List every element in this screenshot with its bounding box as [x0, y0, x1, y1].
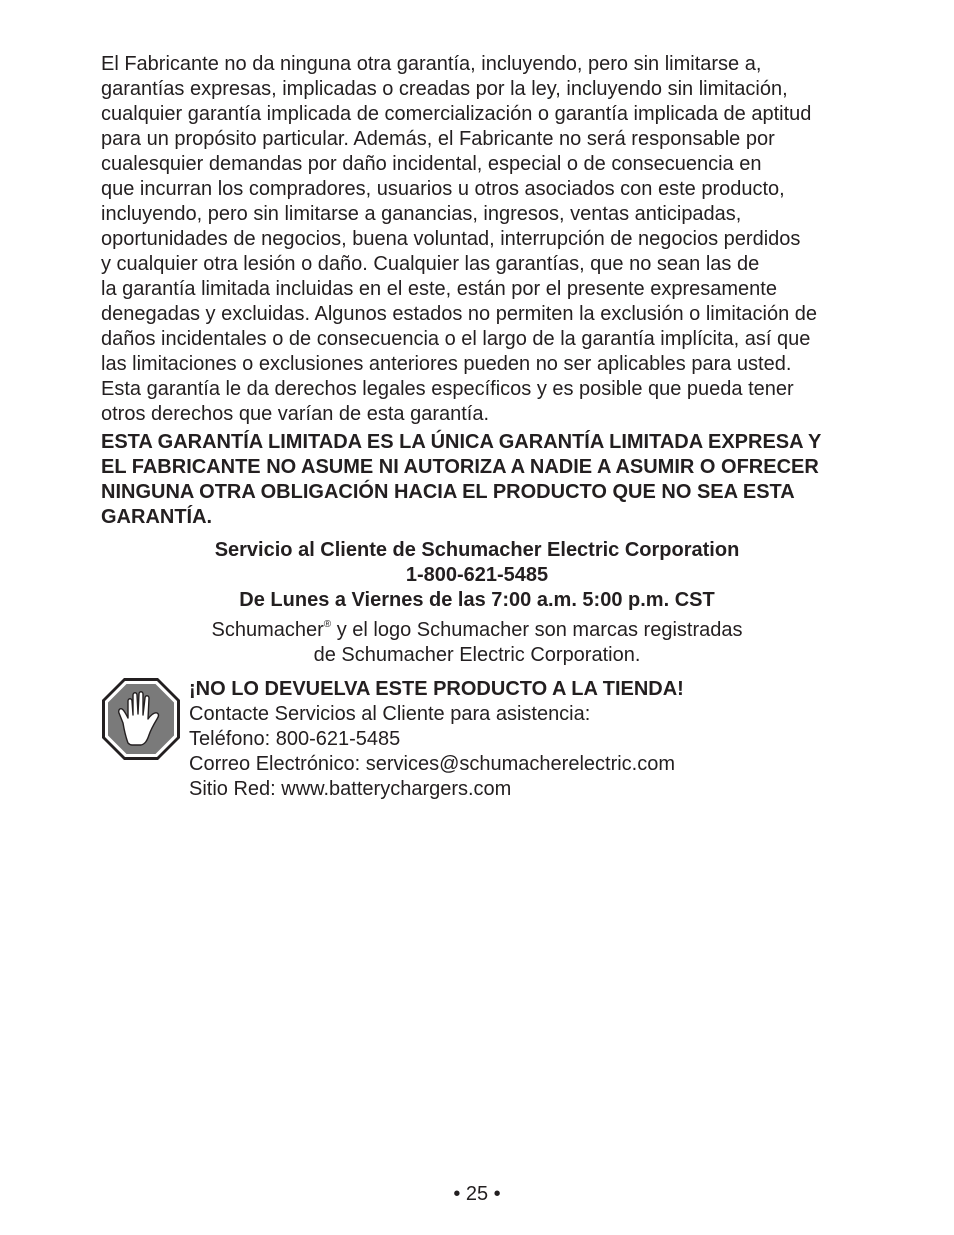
- stop-hand-icon: [101, 677, 181, 761]
- statement-line: EL FABRICANTE NO ASUME NI AUTORIZA A NADIE A ASUMIR O OFRECER: [101, 456, 819, 478]
- notice-phone: Teléfono: 800-621-5485: [189, 728, 401, 750]
- limited-warranty-statement: [101, 430, 901, 530]
- paragraph-line: cualquier garantía implicada de comercialización o garantía implicada de aptitud: [101, 103, 812, 125]
- trademark-line-1: [101, 618, 853, 643]
- notice-heading: ¡NO LO DEVUELVA ESTE PRODUCTO A LA TIENDA!: [189, 678, 684, 700]
- paragraph-line: daños incidentales o de consecuencia o el largo de la garantía implícita, así que: [101, 328, 811, 350]
- paragraph-line: las limitaciones o exclusiones anteriores pueden no ser aplicables para usted.: [101, 353, 792, 375]
- customer-service-title: Servicio al Cliente de Schumacher Electric Corporation: [214, 539, 740, 561]
- warranty-paragraph: [101, 52, 901, 427]
- paragraph-line: otros derechos que varían de esta garantía.: [101, 403, 490, 425]
- paragraph-line: y cualquier otra lesión o daño. Cualquier las garantías, que no sean las de: [101, 253, 760, 275]
- registered-mark: ®: [323, 619, 332, 630]
- statement-line: ESTA GARANTÍA LIMITADA ES LA ÚNICA GARANTÍA LIMITADA EXPRESA Y: [101, 431, 822, 453]
- customer-service-hours: De Lunes a Viernes de las 7:00 a.m. 5:00 p.m. CST: [239, 589, 715, 611]
- customer-service-phone: 1-800-621-5485: [405, 564, 549, 586]
- notice-text: [189, 677, 684, 802]
- notice-website: Sitio Red: www.batterychargers.com: [189, 778, 512, 800]
- paragraph-line: El Fabricante no da ninguna otra garantía, incluyendo, pero sin limitarse a,: [101, 53, 762, 75]
- brand-name: Schumacher: [211, 619, 324, 641]
- page-content: [101, 52, 901, 807]
- paragraph-line: denegadas y excluidas. Algunos estados no permiten la exclusión o limitación de: [101, 303, 817, 325]
- paragraph-line: que incurran los compradores, usuarios u otros asociados con este producto,: [101, 178, 785, 200]
- notice-email: Correo Electrónico: services@schumacherelectric.com: [189, 753, 676, 775]
- trademark-line-2: de Schumacher Electric Corporation.: [313, 644, 641, 666]
- notice-contact-line: Contacte Servicios al Cliente para asistencia:: [189, 703, 591, 725]
- paragraph-line: Esta garantía le da derechos legales específicos y es posible que pueda tener: [101, 378, 794, 400]
- statement-line: GARANTÍA.: [101, 506, 213, 528]
- customer-service-block: [101, 538, 853, 613]
- trademark-line-1-rest: y el logo Schumacher son marcas registradas: [331, 619, 743, 641]
- paragraph-line: cualesquier demandas por daño incidental, especial o de consecuencia en: [101, 153, 762, 175]
- page-number: • 25 •: [453, 1183, 501, 1205]
- paragraph-line: oportunidades de negocios, buena voluntad, interrupción de negocios perdidos: [101, 228, 801, 250]
- return-notice: [101, 677, 901, 807]
- paragraph-line: la garantía limitada incluidas en el este, están por el presente expresamente: [101, 278, 777, 300]
- paragraph-line: para un propósito particular. Además, el Fabricante no será responsable por: [101, 128, 775, 150]
- trademark-notice: [101, 618, 853, 668]
- paragraph-line: garantías expresas, implicadas o creadas por la ley, incluyendo sin limitación,: [101, 78, 788, 100]
- statement-line: NINGUNA OTRA OBLIGACIÓN HACIA EL PRODUCTO QUE NO SEA ESTA: [101, 481, 795, 503]
- paragraph-line: incluyendo, pero sin limitarse a ganancias, ingresos, ventas anticipadas,: [101, 203, 742, 225]
